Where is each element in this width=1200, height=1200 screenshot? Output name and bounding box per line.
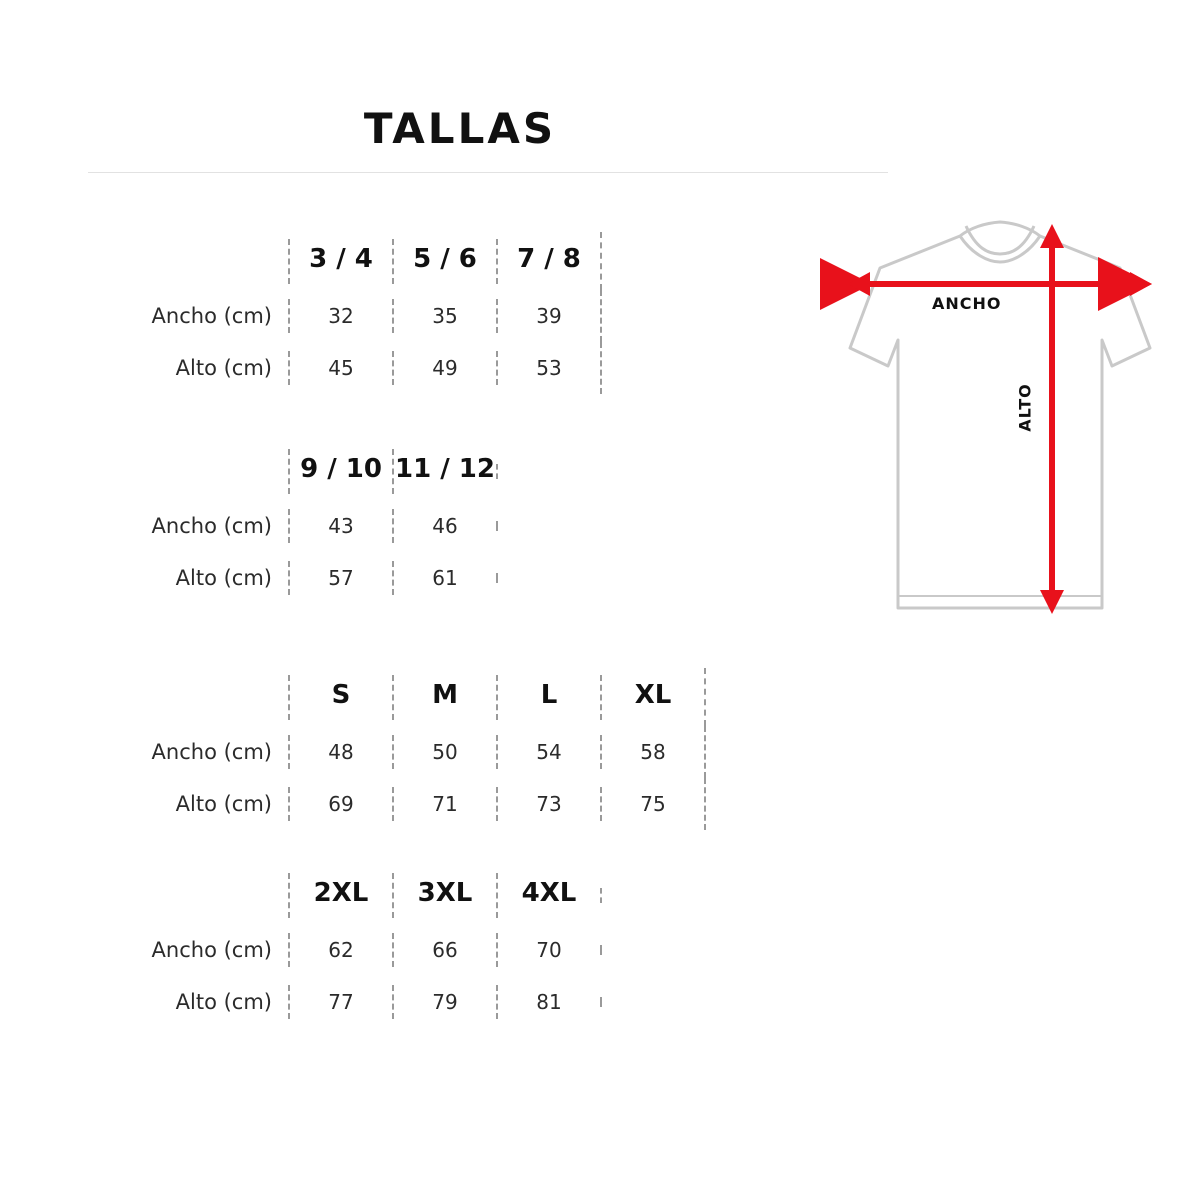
value-cell: 79 bbox=[392, 985, 496, 1019]
size-header: 5 / 6 bbox=[392, 239, 496, 284]
value-cell: 39 bbox=[496, 299, 600, 333]
table-row bbox=[88, 290, 602, 342]
value-cell: 66 bbox=[392, 933, 496, 967]
size-header: 11 / 12 bbox=[392, 449, 496, 494]
empty-cell bbox=[496, 521, 600, 531]
size-header: 9 / 10 bbox=[288, 449, 392, 494]
row-label-width: Ancho (cm) bbox=[151, 304, 272, 328]
value-cell: 45 bbox=[288, 351, 392, 385]
value-cell: 57 bbox=[288, 561, 392, 595]
value-cell: 77 bbox=[288, 985, 392, 1019]
value-cell: 53 bbox=[496, 351, 600, 385]
size-header: M bbox=[392, 675, 496, 720]
value-cell: 49 bbox=[392, 351, 496, 385]
size-header: 4XL bbox=[496, 873, 600, 918]
value-cell: 32 bbox=[288, 299, 392, 333]
value-cell: 69 bbox=[288, 787, 392, 821]
size-header: 2XL bbox=[288, 873, 392, 918]
value-cell: 71 bbox=[392, 787, 496, 821]
tshirt-diagram bbox=[820, 208, 1180, 638]
size-header: 3XL bbox=[392, 873, 496, 918]
row-label-width: Ancho (cm) bbox=[151, 938, 272, 962]
table-edge bbox=[704, 668, 706, 726]
table-edge bbox=[600, 290, 602, 342]
value-cell: 81 bbox=[496, 985, 600, 1019]
size-header: XL bbox=[600, 675, 704, 720]
table-header-row bbox=[88, 668, 706, 726]
table-edge bbox=[704, 778, 706, 830]
value-cell: 75 bbox=[600, 787, 704, 821]
empty-cell bbox=[600, 945, 704, 955]
empty-cell bbox=[600, 997, 704, 1007]
value-cell: 43 bbox=[288, 509, 392, 543]
size-table-kids-a bbox=[88, 232, 602, 394]
empty-cell bbox=[600, 888, 704, 903]
table-edge bbox=[704, 726, 706, 778]
value-cell: 54 bbox=[496, 735, 600, 769]
size-table-adult-a bbox=[88, 668, 706, 830]
row-label-height: Alto (cm) bbox=[175, 792, 272, 816]
title-divider bbox=[88, 172, 888, 173]
empty-cell bbox=[496, 573, 600, 583]
value-cell: 48 bbox=[288, 735, 392, 769]
table-row bbox=[88, 778, 706, 830]
value-cell: 70 bbox=[496, 933, 600, 967]
table-row bbox=[88, 924, 704, 976]
table-header-row bbox=[88, 232, 602, 290]
value-cell: 61 bbox=[392, 561, 496, 595]
row-label-width: Ancho (cm) bbox=[151, 740, 272, 764]
value-cell: 62 bbox=[288, 933, 392, 967]
table-row bbox=[88, 726, 706, 778]
table-row bbox=[88, 552, 600, 604]
row-label-height: Alto (cm) bbox=[175, 990, 272, 1014]
row-label-width: Ancho (cm) bbox=[151, 514, 272, 538]
table-row bbox=[88, 976, 704, 1028]
row-label-height: Alto (cm) bbox=[175, 566, 272, 590]
table-row bbox=[88, 500, 600, 552]
table-header-row bbox=[88, 866, 704, 924]
table-header-row bbox=[88, 442, 600, 500]
value-cell: 58 bbox=[600, 735, 704, 769]
value-cell: 46 bbox=[392, 509, 496, 543]
size-header: L bbox=[496, 675, 600, 720]
empty-cell bbox=[496, 464, 600, 479]
size-table-kids-b bbox=[88, 442, 600, 604]
size-header: 7 / 8 bbox=[496, 239, 600, 284]
value-cell: 35 bbox=[392, 299, 496, 333]
page-title: TALLAS bbox=[363, 104, 557, 153]
table-row bbox=[88, 342, 602, 394]
diagram-height-label: ALTO bbox=[1014, 380, 1037, 434]
table-edge bbox=[600, 342, 602, 394]
table-edge bbox=[600, 232, 602, 290]
tshirt-icon bbox=[820, 208, 1180, 638]
value-cell: 73 bbox=[496, 787, 600, 821]
size-header: S bbox=[288, 675, 392, 720]
size-header: 3 / 4 bbox=[288, 239, 392, 284]
diagram-width-label: ANCHO bbox=[928, 294, 1006, 313]
value-cell: 50 bbox=[392, 735, 496, 769]
row-label-height: Alto (cm) bbox=[175, 356, 272, 380]
size-table-adult-b bbox=[88, 866, 704, 1028]
